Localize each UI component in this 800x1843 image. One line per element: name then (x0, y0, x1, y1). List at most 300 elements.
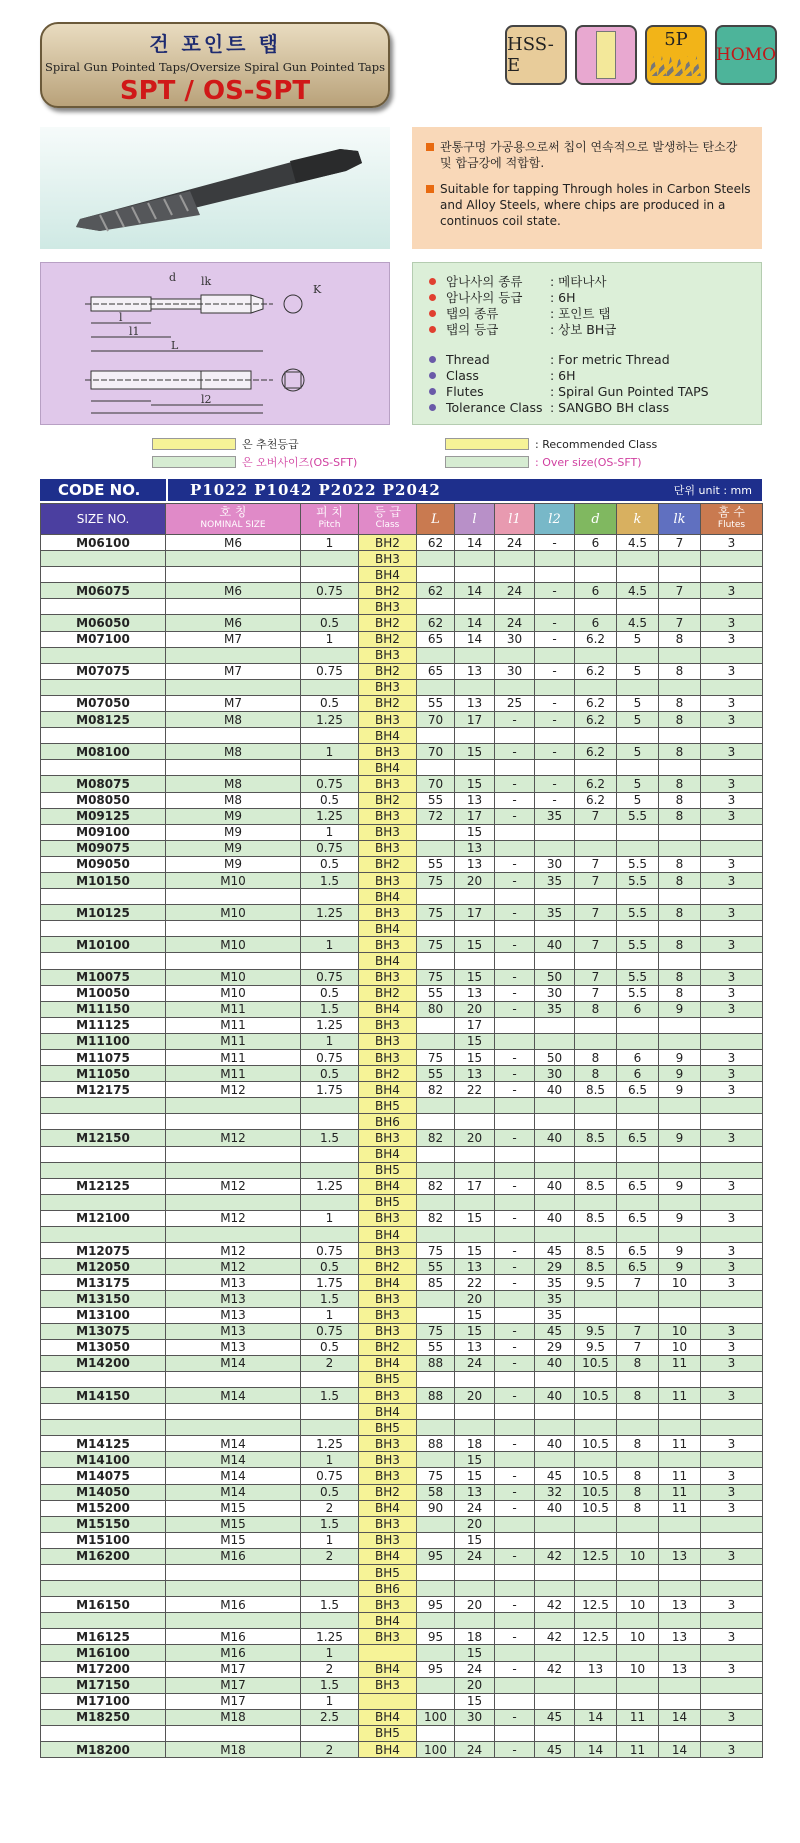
column-header-sub: Class (375, 520, 400, 530)
class-cell: BH2 (359, 1066, 417, 1082)
column-header-sub: Flutes (717, 520, 746, 530)
size-no-cell: M10075 (41, 969, 166, 985)
table-cell (455, 1613, 495, 1629)
table-row (41, 1210, 763, 1226)
size-no-cell: M15200 (41, 1500, 166, 1516)
table-cell (575, 1291, 617, 1307)
table-cell: 29 (535, 1339, 575, 1355)
table-cell: - (495, 1661, 535, 1677)
table-cell: M10 (166, 937, 301, 953)
table-cell: 5.5 (617, 985, 659, 1001)
table-cell: - (495, 712, 535, 728)
table-cell: 3 (701, 1210, 763, 1226)
table-cell: M10 (166, 985, 301, 1001)
column-header-sub: NOMINAL SIZE (200, 520, 266, 530)
table-cell: 8 (659, 937, 701, 953)
table-cell: M10 (166, 969, 301, 985)
table-cell: 3 (701, 1323, 763, 1339)
table-cell: 70 (417, 744, 455, 760)
size-no-cell: M06050 (41, 615, 166, 631)
table-cell: 6.5 (617, 1130, 659, 1146)
table-cell (495, 679, 535, 695)
spec-key: 암나사의 등급 (446, 290, 523, 305)
class-cell: BH5 (359, 1371, 417, 1387)
table-cell (575, 1677, 617, 1693)
size-no-cell: M14200 (41, 1355, 166, 1371)
table-cell: 8 (617, 1484, 659, 1500)
table-cell: 5.5 (617, 856, 659, 872)
table-cell: 55 (417, 985, 455, 1001)
table-cell: 55 (417, 1259, 455, 1275)
table-cell (166, 1371, 301, 1387)
table-cell (575, 824, 617, 840)
table-cell (535, 1565, 575, 1581)
table-cell: 3 (701, 1243, 763, 1259)
table-cell: 35 (535, 905, 575, 921)
table-cell (617, 1146, 659, 1162)
table-cell: 15 (455, 824, 495, 840)
table-cell: 3 (701, 631, 763, 647)
size-no-cell (41, 921, 166, 937)
class-cell: BH4 (359, 1709, 417, 1725)
table-cell: M8 (166, 792, 301, 808)
table-cell: 3 (701, 1259, 763, 1275)
spec-value: : 메타나사 (550, 274, 607, 289)
size-no-cell: M13150 (41, 1291, 166, 1307)
table-cell (455, 921, 495, 937)
class-cell: BH2 (359, 856, 417, 872)
table-cell (301, 647, 359, 663)
table-cell: 14 (575, 1709, 617, 1725)
size-no-cell: M14050 (41, 1484, 166, 1500)
table-row (41, 1420, 763, 1436)
table-cell (166, 1404, 301, 1420)
table-cell: - (495, 1210, 535, 1226)
table-cell (575, 1532, 617, 1548)
table-cell (659, 1114, 701, 1130)
size-no-cell: M08100 (41, 744, 166, 760)
table-cell: - (495, 1243, 535, 1259)
table-cell (417, 1033, 455, 1049)
table-cell: 11 (659, 1355, 701, 1371)
spec-row (429, 399, 761, 415)
table-cell: 8 (659, 905, 701, 921)
table-cell (575, 840, 617, 856)
table-cell (417, 1098, 455, 1114)
table-cell: 13 (455, 840, 495, 856)
table-cell: 1.5 (301, 1387, 359, 1403)
table-row (41, 1355, 763, 1371)
table-cell: 1.25 (301, 1017, 359, 1033)
table-cell (575, 1565, 617, 1581)
tap-photo (40, 127, 390, 249)
column-header (301, 504, 359, 535)
table-cell: 11 (659, 1468, 701, 1484)
table-cell: 9.5 (575, 1323, 617, 1339)
table-cell: 0.75 (301, 583, 359, 599)
table-cell (535, 1645, 575, 1661)
table-cell: 82 (417, 1178, 455, 1194)
table-cell (301, 1146, 359, 1162)
table-cell (659, 1291, 701, 1307)
size-no-cell: M07075 (41, 663, 166, 679)
table-cell: 6.5 (617, 1210, 659, 1226)
table-cell: 75 (417, 969, 455, 985)
table-cell: M16 (166, 1629, 301, 1645)
table-cell: 8 (659, 872, 701, 888)
table-row (41, 1178, 763, 1194)
table-cell: M7 (166, 631, 301, 647)
legend-over-en: : Over size(OS-SFT) (535, 455, 642, 469)
table-cell: - (495, 856, 535, 872)
class-cell (359, 1645, 417, 1661)
table-cell: 13 (455, 985, 495, 1001)
table-cell (617, 921, 659, 937)
class-cell: BH3 (359, 808, 417, 824)
table-row (41, 663, 763, 679)
table-cell (617, 1645, 659, 1661)
size-no-cell: M13100 (41, 1307, 166, 1323)
table-cell: 15 (455, 776, 495, 792)
table-cell: 13 (455, 1484, 495, 1500)
table-cell: 20 (455, 1597, 495, 1613)
table-cell: 3 (701, 1387, 763, 1403)
table-cell (701, 1693, 763, 1709)
table-cell: 9 (659, 1066, 701, 1082)
column-header (417, 504, 455, 535)
table-row (41, 1146, 763, 1162)
table-cell (659, 1371, 701, 1387)
table-cell (301, 1613, 359, 1629)
class-cell: BH3 (359, 1629, 417, 1645)
size-no-cell (41, 551, 166, 567)
table-cell: M15 (166, 1500, 301, 1516)
table-row (41, 1581, 763, 1597)
class-cell: BH3 (359, 840, 417, 856)
size-no-cell: M16200 (41, 1548, 166, 1564)
table-cell: 10.5 (575, 1500, 617, 1516)
table-cell: 62 (417, 583, 455, 599)
table-cell (659, 760, 701, 776)
table-cell: 8 (617, 1436, 659, 1452)
table-cell (417, 1162, 455, 1178)
table-row (41, 969, 763, 985)
table-cell: 1.25 (301, 1178, 359, 1194)
table-cell: 24 (455, 1355, 495, 1371)
code-values: P1022 P1042 P2022 P2042 (190, 481, 441, 499)
table-cell: 6.5 (617, 1082, 659, 1098)
table-cell: 3 (701, 695, 763, 711)
table-cell (417, 1725, 455, 1741)
table-cell: 12.5 (575, 1548, 617, 1564)
table-cell (495, 1371, 535, 1387)
table-cell: 13 (659, 1661, 701, 1677)
table-cell: 42 (535, 1548, 575, 1564)
table-cell: 11 (659, 1387, 701, 1403)
column-header-label: l (472, 511, 477, 527)
table-cell (701, 1645, 763, 1661)
table-cell (617, 599, 659, 615)
table-header-row (41, 504, 763, 535)
table-cell: M6 (166, 615, 301, 631)
table-cell: 62 (417, 535, 455, 551)
table-cell: M8 (166, 712, 301, 728)
table-cell: 90 (417, 1500, 455, 1516)
table-cell: M12 (166, 1243, 301, 1259)
table-cell: 1.75 (301, 1275, 359, 1291)
size-no-cell: M14075 (41, 1468, 166, 1484)
table-cell (495, 1452, 535, 1468)
table-cell: 6 (617, 1050, 659, 1066)
table-cell: 100 (417, 1742, 455, 1758)
table-cell: - (495, 776, 535, 792)
table-cell: 95 (417, 1661, 455, 1677)
table-cell: M14 (166, 1436, 301, 1452)
table-cell (495, 953, 535, 969)
table-row (41, 776, 763, 792)
class-cell: BH4 (359, 921, 417, 937)
table-row (41, 679, 763, 695)
table-cell: 8 (659, 985, 701, 1001)
table-cell: 1 (301, 1307, 359, 1323)
table-row (41, 1050, 763, 1066)
table-cell (617, 1371, 659, 1387)
class-cell: BH5 (359, 1194, 417, 1210)
class-cell: BH4 (359, 1178, 417, 1194)
table-cell (455, 1146, 495, 1162)
table-cell: 5 (617, 695, 659, 711)
size-no-cell (41, 1098, 166, 1114)
table-cell: 3 (701, 1742, 763, 1758)
table-cell: 1 (301, 1210, 359, 1226)
table-cell: - (535, 631, 575, 647)
size-no-cell (41, 953, 166, 969)
table-cell: 3 (701, 1661, 763, 1677)
table-cell (575, 1114, 617, 1130)
table-cell: 3 (701, 663, 763, 679)
table-cell: 45 (535, 1709, 575, 1725)
table-row (41, 1033, 763, 1049)
table-cell (535, 567, 575, 583)
table-cell: 8 (659, 792, 701, 808)
column-header (575, 504, 617, 535)
column-header (495, 504, 535, 535)
table-cell: 15 (455, 1307, 495, 1323)
table-cell: 1.5 (301, 1677, 359, 1693)
size-no-cell: M11075 (41, 1050, 166, 1066)
table-row (41, 615, 763, 631)
table-cell: 80 (417, 1001, 455, 1017)
table-cell (495, 921, 535, 937)
class-cell: BH5 (359, 1420, 417, 1436)
table-cell (301, 953, 359, 969)
spec-key: 탭의 종류 (446, 306, 499, 321)
class-cell: BH2 (359, 631, 417, 647)
table-cell (575, 551, 617, 567)
size-no-cell: M07050 (41, 695, 166, 711)
table-cell: M14 (166, 1355, 301, 1371)
size-no-cell: M16125 (41, 1629, 166, 1645)
table-cell: 29 (535, 1259, 575, 1275)
table-cell: 11 (617, 1742, 659, 1758)
table-cell (617, 1017, 659, 1033)
table-cell (659, 840, 701, 856)
table-cell: 1.75 (301, 1082, 359, 1098)
table-cell (701, 1033, 763, 1049)
table-cell: - (495, 985, 535, 1001)
table-cell (417, 1146, 455, 1162)
table-cell: 2 (301, 1548, 359, 1564)
table-row (41, 985, 763, 1001)
table-cell (535, 1516, 575, 1532)
table-cell (166, 647, 301, 663)
table-cell: - (495, 1066, 535, 1082)
class-cell: BH3 (359, 1452, 417, 1468)
table-cell (535, 1114, 575, 1130)
table-cell (455, 647, 495, 663)
table-cell (575, 1227, 617, 1243)
table-cell: M11 (166, 1050, 301, 1066)
table-cell: M15 (166, 1532, 301, 1548)
size-no-cell: M09125 (41, 808, 166, 824)
table-cell (701, 1613, 763, 1629)
table-cell: 70 (417, 776, 455, 792)
table-cell: 8 (659, 808, 701, 824)
class-cell: BH3 (359, 1677, 417, 1693)
table-cell: 13 (455, 695, 495, 711)
table-cell (166, 1194, 301, 1210)
size-no-cell (41, 1227, 166, 1243)
table-cell (535, 1532, 575, 1548)
table-cell (166, 679, 301, 695)
table-cell: 4.5 (617, 535, 659, 551)
table-cell: 95 (417, 1629, 455, 1645)
table-row (41, 1404, 763, 1420)
table-cell: M8 (166, 776, 301, 792)
table-cell (495, 1613, 535, 1629)
table-cell: 8.5 (575, 1130, 617, 1146)
table-cell: 35 (535, 1307, 575, 1323)
table-row (41, 535, 763, 551)
table-cell (535, 1017, 575, 1033)
table-cell (575, 599, 617, 615)
table-cell: 55 (417, 695, 455, 711)
table-cell (701, 889, 763, 905)
table-cell (455, 567, 495, 583)
table-cell: M13 (166, 1291, 301, 1307)
table-cell (701, 567, 763, 583)
table-cell (417, 1516, 455, 1532)
class-cell: BH3 (359, 712, 417, 728)
size-no-cell: M08075 (41, 776, 166, 792)
recommended-swatch (445, 438, 529, 450)
recommended-swatch (152, 438, 236, 450)
table-cell: 88 (417, 1436, 455, 1452)
size-no-cell: M13050 (41, 1339, 166, 1355)
table-cell: 5.5 (617, 937, 659, 953)
size-no-cell: M09050 (41, 856, 166, 872)
table-cell: - (495, 1742, 535, 1758)
table-cell (659, 1098, 701, 1114)
table-cell: - (495, 1709, 535, 1725)
table-cell (417, 1645, 455, 1661)
table-cell: 30 (535, 1066, 575, 1082)
size-no-cell (41, 647, 166, 663)
table-cell: 40 (535, 1210, 575, 1226)
table-cell: 3 (701, 1597, 763, 1613)
table-cell (301, 1725, 359, 1741)
class-cell: BH3 (359, 599, 417, 615)
table-cell: 24 (455, 1548, 495, 1564)
table-cell: 3 (701, 1355, 763, 1371)
table-cell: 0.75 (301, 840, 359, 856)
size-no-cell: M13075 (41, 1323, 166, 1339)
size-no-cell: M10150 (41, 872, 166, 888)
table-cell (535, 551, 575, 567)
table-cell (535, 840, 575, 856)
table-cell: 5.5 (617, 969, 659, 985)
table-cell: M8 (166, 744, 301, 760)
table-cell: 10.5 (575, 1436, 617, 1452)
table-cell: 55 (417, 1066, 455, 1082)
table-cell (535, 599, 575, 615)
table-row (41, 856, 763, 872)
table-cell (701, 921, 763, 937)
table-cell (301, 1114, 359, 1130)
column-header (359, 504, 417, 535)
table-cell: 6.5 (617, 1178, 659, 1194)
class-cell: BH2 (359, 615, 417, 631)
code-label: CODE NO. (40, 479, 168, 501)
table-cell: 1.5 (301, 872, 359, 888)
table-cell: M14 (166, 1468, 301, 1484)
table-cell: 13 (659, 1629, 701, 1645)
table-cell: - (495, 808, 535, 824)
table-cell: 1 (301, 1645, 359, 1661)
table-cell (166, 1613, 301, 1629)
class-cell: BH3 (359, 872, 417, 888)
table-cell: 1.5 (301, 1001, 359, 1017)
table-cell (659, 1420, 701, 1436)
table-cell (535, 1581, 575, 1597)
table-cell: M9 (166, 808, 301, 824)
table-cell: 8 (659, 663, 701, 679)
table-cell: 24 (455, 1500, 495, 1516)
table-cell (575, 1146, 617, 1162)
bullet-dot-icon (429, 356, 436, 363)
table-cell (301, 728, 359, 744)
label-K: K (313, 283, 322, 296)
table-cell (455, 728, 495, 744)
class-cell: BH3 (359, 905, 417, 921)
table-cell: 35 (535, 1275, 575, 1291)
class-cell: BH3 (359, 1387, 417, 1403)
table-cell: 8 (617, 1387, 659, 1403)
table-cell (701, 1452, 763, 1468)
label-lk: lk (201, 275, 212, 288)
spec-table (40, 503, 763, 1758)
table-cell: M16 (166, 1548, 301, 1564)
table-cell (659, 1162, 701, 1178)
table-cell (659, 567, 701, 583)
table-row (41, 1082, 763, 1098)
class-cell: BH4 (359, 760, 417, 776)
table-cell (701, 1581, 763, 1597)
table-cell (417, 840, 455, 856)
spec-key: 암나사의 종류 (446, 274, 523, 289)
size-no-cell (41, 1404, 166, 1420)
table-cell (575, 1452, 617, 1468)
